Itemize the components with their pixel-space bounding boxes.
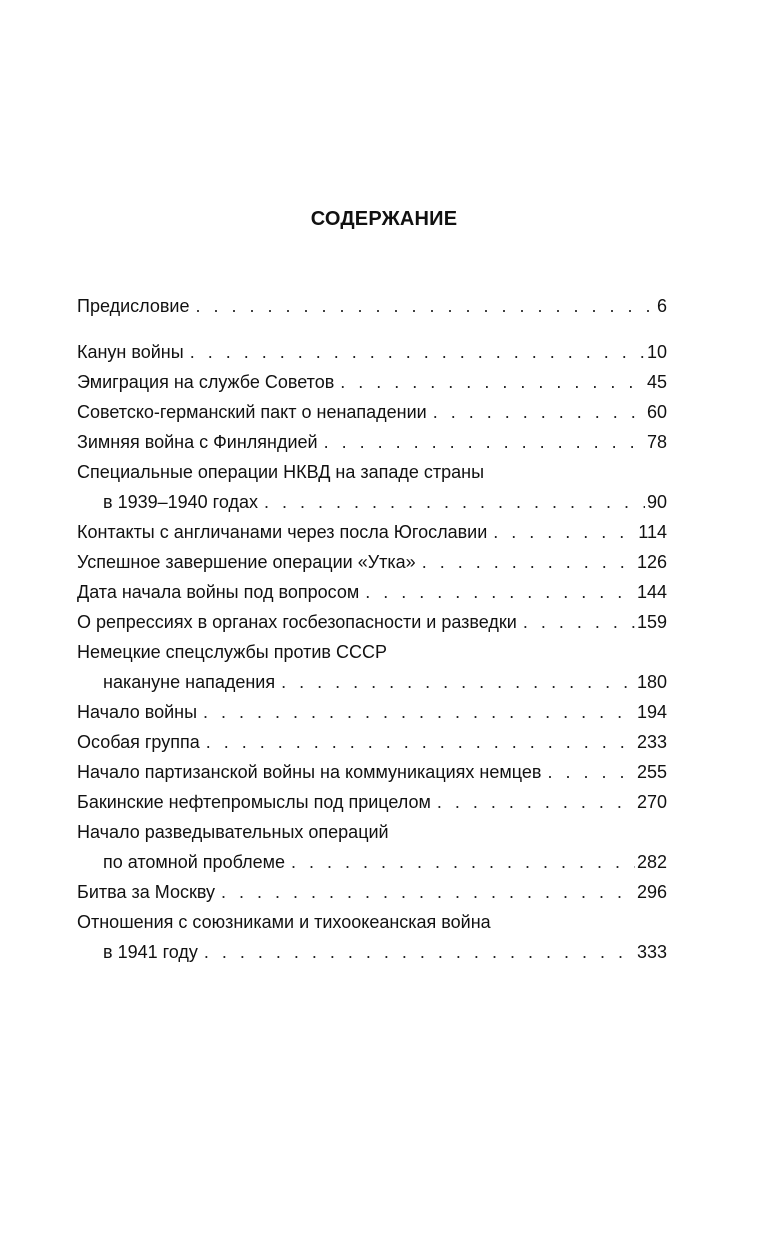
toc-row bbox=[77, 291, 667, 321]
toc-entry-title-continuation: в 1939–1940 годах bbox=[103, 492, 258, 512]
dot-leader bbox=[547, 757, 635, 787]
toc-entry-title: Особая группа bbox=[77, 732, 200, 752]
dot-leader bbox=[437, 787, 635, 817]
dot-leader bbox=[523, 607, 635, 637]
dot-leader bbox=[433, 397, 645, 427]
toc-entry-title: Успешное завершение операции «Утка» bbox=[77, 552, 416, 572]
toc-page-number: 60 bbox=[646, 402, 667, 422]
dot-leader bbox=[422, 547, 635, 577]
toc-page-number: 45 bbox=[646, 372, 667, 392]
toc-entry bbox=[77, 907, 667, 967]
toc-row bbox=[77, 397, 667, 427]
toc-entry bbox=[77, 757, 667, 787]
toc-row bbox=[77, 637, 667, 667]
toc-entry bbox=[77, 457, 667, 517]
toc-row bbox=[77, 427, 667, 457]
toc-row-continuation bbox=[77, 937, 667, 967]
toc-entry bbox=[77, 577, 667, 607]
toc-entry bbox=[77, 637, 667, 697]
toc-page-number: 233 bbox=[636, 732, 667, 752]
toc-row bbox=[77, 817, 667, 847]
toc-entry-title: Специальные операции НКВД на западе страны bbox=[77, 462, 485, 482]
toc-entry-title: Начало разведывательных операций bbox=[77, 822, 389, 842]
toc-row bbox=[77, 607, 667, 637]
toc-page-number: 296 bbox=[636, 882, 667, 902]
toc-entry bbox=[77, 877, 667, 907]
toc-page-number: 282 bbox=[636, 852, 667, 872]
toc-row bbox=[77, 877, 667, 907]
toc-row-continuation bbox=[77, 487, 667, 517]
toc-row bbox=[77, 367, 667, 397]
toc-page-number: 194 bbox=[636, 702, 667, 722]
dot-leader bbox=[324, 427, 645, 457]
toc-page-number: 270 bbox=[636, 792, 667, 812]
toc-entry-title: Предисловие bbox=[77, 296, 190, 316]
toc-entry-title: Битва за Москву bbox=[77, 882, 215, 902]
toc-row bbox=[77, 757, 667, 787]
toc-entry-title-continuation: накануне нападения bbox=[103, 672, 276, 692]
toc-row bbox=[77, 337, 667, 367]
dot-leader bbox=[206, 727, 635, 757]
toc-entry-title: Зимняя война с Финляндией bbox=[77, 432, 318, 452]
toc-row-continuation bbox=[77, 847, 667, 877]
toc-entry bbox=[77, 427, 667, 457]
dot-leader bbox=[204, 937, 635, 967]
toc-entry-title-continuation: в 1941 году bbox=[103, 942, 198, 962]
toc-entry bbox=[77, 787, 667, 817]
dot-leader bbox=[493, 517, 636, 547]
toc-row bbox=[77, 727, 667, 757]
toc-entry-title: Эмиграция на службе Советов bbox=[77, 372, 335, 392]
toc-entry bbox=[77, 397, 667, 427]
dot-leader bbox=[264, 487, 645, 517]
toc-page-number: 180 bbox=[636, 672, 667, 692]
toc-row-continuation bbox=[77, 667, 667, 697]
toc-entry-title: Канун войны bbox=[77, 342, 184, 362]
toc-entry-title: Советско-германский пакт о ненападении bbox=[77, 402, 427, 422]
toc-entry-title: Начало войны bbox=[77, 702, 198, 722]
spacer bbox=[77, 321, 667, 337]
toc-entry-title: Отношения с союзниками и тихоокеанская война bbox=[77, 912, 491, 932]
toc-entry-title: Начало партизанской войны на коммуникациях немцев bbox=[77, 762, 542, 782]
toc-page-number: 333 bbox=[636, 942, 667, 962]
toc-entry-list bbox=[77, 337, 667, 967]
toc-page-number: 255 bbox=[636, 762, 667, 782]
toc-page-number: 10 bbox=[646, 342, 667, 362]
toc-entry-title: Дата начала войны под вопросом bbox=[77, 582, 360, 602]
toc-page-number: 114 bbox=[638, 522, 667, 542]
dot-leader bbox=[365, 577, 635, 607]
toc-page-number: 126 bbox=[636, 552, 667, 572]
toc-entry-title: Контакты с англичанами через посла Югославии bbox=[77, 522, 488, 542]
toc-row bbox=[77, 787, 667, 817]
toc-entry bbox=[77, 607, 667, 637]
toc-entry bbox=[77, 517, 667, 547]
toc-entry bbox=[77, 697, 667, 727]
dot-leader bbox=[281, 667, 635, 697]
toc-entry bbox=[77, 727, 667, 757]
toc-entry-title: Бакинские нефтепромыслы под прицелом bbox=[77, 792, 431, 812]
dot-leader bbox=[221, 877, 635, 907]
toc-row bbox=[77, 457, 667, 487]
page-title: СОДЕРЖАНИЕ bbox=[310, 208, 458, 230]
toc-page-number: 90 bbox=[646, 492, 667, 512]
toc-page-number: 78 bbox=[646, 432, 667, 452]
toc-entry-title-continuation: по атомной проблеме bbox=[103, 852, 285, 872]
toc-page-number: 144 bbox=[636, 582, 667, 602]
toc-entry-preface bbox=[77, 291, 667, 321]
toc-page-number: 6 bbox=[656, 296, 667, 316]
toc-page-number: 159 bbox=[636, 612, 667, 632]
toc-entry bbox=[77, 367, 667, 397]
toc-row bbox=[77, 517, 667, 547]
toc-row bbox=[77, 547, 667, 577]
dot-leader bbox=[291, 847, 635, 877]
toc-entry bbox=[77, 547, 667, 577]
dot-leader bbox=[203, 697, 635, 727]
toc-entry-title: Немецкие спецслужбы против СССР bbox=[77, 642, 387, 662]
toc-row bbox=[77, 907, 667, 937]
dot-leader bbox=[340, 367, 645, 397]
dot-leader bbox=[190, 337, 645, 367]
toc-entry bbox=[77, 817, 667, 877]
dot-leader bbox=[195, 291, 655, 321]
toc-entry-title: О репрессиях в органах госбезопасности и разведки bbox=[77, 612, 517, 632]
toc-row bbox=[77, 697, 667, 727]
table-of-contents bbox=[77, 291, 667, 967]
toc-entry bbox=[77, 337, 667, 367]
toc-row bbox=[77, 577, 667, 607]
